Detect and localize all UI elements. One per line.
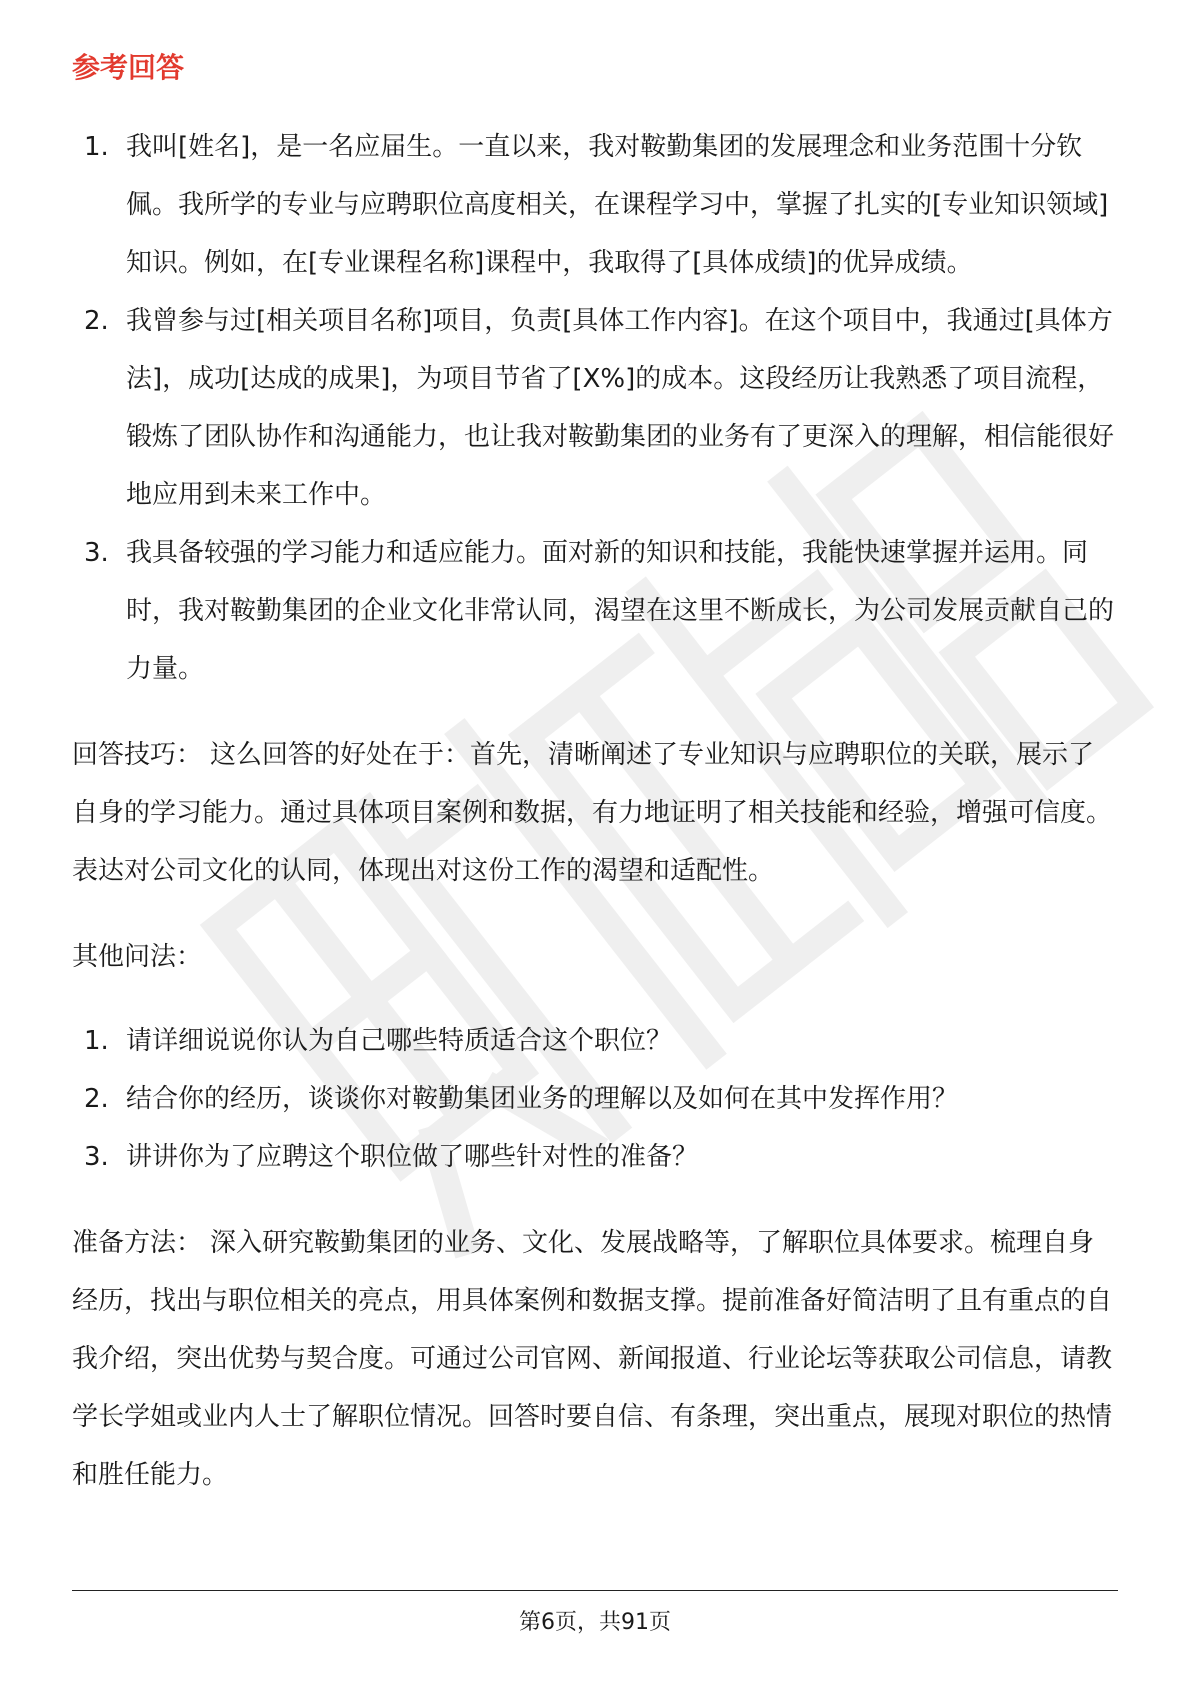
list-item-number: 3. <box>84 1142 109 1172</box>
preparation-label: 准备方法： <box>72 1228 203 1258</box>
footer-divider <box>72 1590 1118 1591</box>
section-title: 参考回答 <box>72 51 185 84</box>
list-item <box>72 1012 1118 1070</box>
list-item <box>72 1128 1118 1186</box>
preparation-text: 深入研究鞍勤集团的业务、文化、发展战略等，了解职位具体要求。梳理自身经历，找出与职位相关的亮点，用具体案例和数据支撑。提前准备好简洁明了且有重点的自我介绍，突出优势与契合度。可通过公司官网、新闻报道、行业论坛等获取公司信息，请教学长学姐或业内人士了解职位情况。回答时要自信、有条理，突出重点，展现对职位的热情和胜任能力。 <box>72 1228 1113 1490</box>
document-content <box>72 118 1118 1504</box>
list-item-number: 2. <box>84 306 109 336</box>
preparation-paragraph <box>72 1214 1118 1504</box>
list-item <box>72 118 1118 292</box>
list-item-text: 我曾参与过[相关项目名称]项目，负责[具体工作内容]。在这个项目中，我通过[具体方法]，成功[达成的成果]，为项目节省了[X%]的成本。这段经历让我熟悉了项目流程，锻炼了团队协作和沟通能力，也让我对鞍勤集团的业务有了更深入的理解，相信能很好地应用到未来工作中。 <box>126 306 1115 510</box>
list-item <box>72 1070 1118 1128</box>
list-item-number: 1. <box>84 132 109 162</box>
list-item-number: 3. <box>84 538 109 568</box>
list-item <box>72 524 1118 698</box>
other-questions-label: 其他问法： <box>72 942 203 972</box>
page-number: 第6页，共91页 <box>519 1610 671 1635</box>
list-item <box>72 292 1118 524</box>
answer-tips-label: 回答技巧： <box>72 740 203 770</box>
list-item-text: 请详细说说你认为自己哪些特质适合这个职位？ <box>126 1026 673 1056</box>
answer-tips-text: 这么回答的好处在于：首先，清晰阐述了专业知识与应聘职位的关联，展示了自身的学习能力。通过具体项目案例和数据，有力地证明了相关技能和经验，增强可信度。表达对公司文化的认同，体现出对这份工作的渴望和适配性。 <box>72 740 1113 886</box>
list-item-text: 我叫[姓名]，是一名应届生。一直以来，我对鞍勤集团的发展理念和业务范围十分钦佩。我所学的专业与应聘职位高度相关，在课程学习中，掌握了扎实的[专业知识领域]知识。例如，在[专业课程名称]课程中，我取得了[具体成绩]的优异成绩。 <box>126 132 1109 278</box>
list-item-text: 讲讲你为了应聘这个职位做了哪些针对性的准备？ <box>126 1142 699 1172</box>
other-questions-list <box>72 1012 1118 1186</box>
list-item-text: 结合你的经历，谈谈你对鞍勤集团业务的理解以及如何在其中发挥作用？ <box>126 1084 959 1114</box>
list-item-number: 2. <box>84 1084 109 1114</box>
list-item-number: 1. <box>84 1026 109 1056</box>
answer-tips-paragraph <box>72 726 1118 900</box>
answer-list <box>72 118 1118 698</box>
list-item-text: 我具备较强的学习能力和适应能力。面对新的知识和技能，我能快速掌握并运用。同时，我对鞍勤集团的企业文化非常认同，渴望在这里不断成长，为公司发展贡献自己的力量。 <box>126 538 1115 684</box>
